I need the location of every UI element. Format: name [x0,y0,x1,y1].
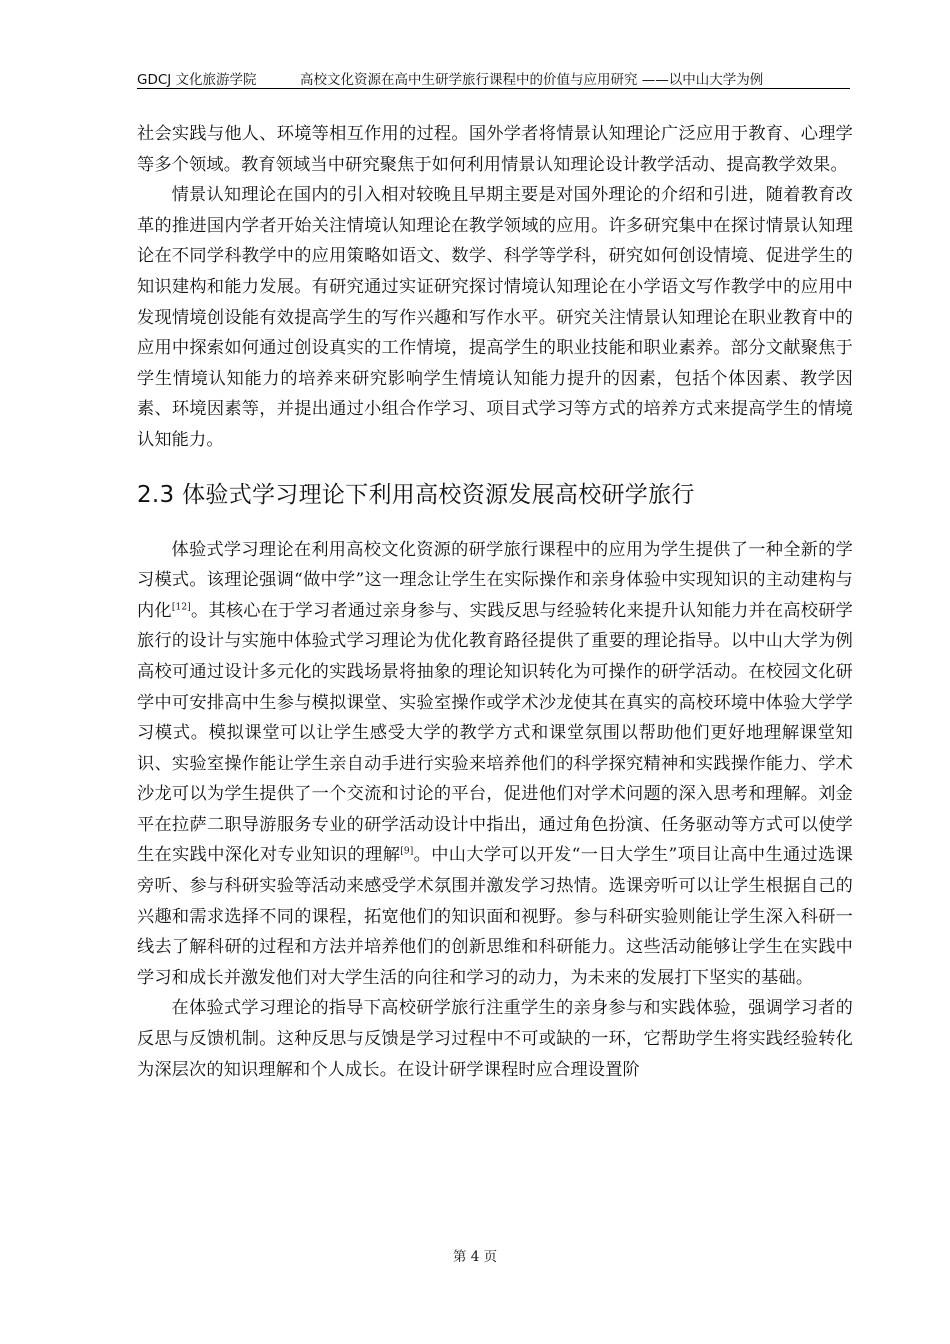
paragraph-3-part-b: 。其核心在于学习者通过亲身参与、实践反思与经验转化来提升认知能力并在高校研学旅行的设计与实施中体验式学习理论为优化教育路径提供了重要的理论指导。以中山大学为例高校可通过设计多元化的实践场景将抽象的理论知识转化为可操作的研学活动。在校园文化研学中可安排高中生参与模拟课堂、实验室操作或学术沙龙使其在真实的高校环境中体验大学学习模式。模拟课堂可以让学生感受大学的教学方式和课堂氛围以帮助他们更好地理解课堂知识、实验室操作能让学生亲自动手进行实验来培养他们的科学探究精神和实践操作能力、学术沙龙可以为学生提供了一个交流和讨论的平台，促进他们对学术问题的深入思考和理解。刘金平在拉萨二职导游服务专业的研学活动设计中指出，通过角色扮演、任务驱动等方式可以使学生在实践中深化对专业知识的理解 [137,600,853,866]
citation-9: [9] [400,846,414,857]
citation-12: [12] [171,601,191,612]
paragraph-2: 情景认知理论在国内的引入相对较晚且早期主要是对国外理论的介绍和引进，随着教育改革的推进国内学者开始关注情境认知理论在教学领域的应用。许多研究集中在探讨情景认知理论在不同学科教学中的应用策略如语文、数学、科学等学科，研究如何创设情境、促进学生的知识建构和能力发展。有研究通过实证研究探讨情境认知理论在小学语文写作教学中的应用中发现情境创设能有效提高学生的写作兴趣和写作水平。研究关注情景认知理论在职业教育中的应用中探索如何通过创设真实的工作情境，提高学生的职业技能和职业素养。部分文献聚焦于学生情境认知能力的培养来研究影响学生情境认知能力提升的因素，包括个体因素、教学因素、环境因素等，并提出通过小组合作学习、项目式学习等方式的培养方式来提高学生的情境认知能力。 [137,185,853,450]
paragraph-3 [137,535,853,994]
running-header [137,66,850,89]
header-title: 高校文化资源在高中生研学旅行课程中的价值与应用研究 ——以中山大学为例 [300,72,764,88]
paragraph-4: 在体验式学习理论的指导下高校研学旅行注重学生的亲身参与和实践体验，强调学习者的反思与反馈机制。这种反思与反馈是学习过程中不可或缺的一环，它帮助学生将实践经验转化为深层次的知识理解和个人成长。在设计研学课程时应合理设置阶 [137,998,853,1080]
paragraph-1: 社会实践与他人、环境等相互作用的过程。国外学者将情景认知理论广泛应用于教育、心理学等多个领域。教育领域当中研究聚焦于如何利用情景认知理论设计教学活动、提高教学效果。 [137,124,853,175]
paragraph-3-part-c: 。中山大学可以开发“一日大学生”项目让高中生通过选课旁听、参与科研实验等活动来感受学术氛围并激发学习热情。选课旁听可以让学生根据自己的兴趣和需求选择不同的课程，拓宽他们的知识面和视野。参与科研实验则能让学生深入科研一线去了解科研的过程和方法并培养他们的创新思维和科研能力。这些活动能够让学生在实践中学习和成长并激发他们对大学生活的向往和学习的动力，为未来的发展打下坚实的基础。 [137,845,853,988]
page-number: 第 4 页 [452,1249,498,1265]
body-text [137,119,853,1085]
section-heading-wrapper [137,456,853,535]
section-heading: 2.3 体验式学习理论下利用高校资源发展高校研学旅行 [137,482,695,509]
header-school: GDCJ 文化旅游学院 [137,72,257,88]
paragraph-3-part-a: 体验式学习理论在利用高校文化资源的研学旅行课程中的应用为学生提供了一种全新的学习模式。该理论强调“做中学”这一理念让学生在实际操作和亲身体验中实现知识的主动建构与内化 [137,539,853,621]
